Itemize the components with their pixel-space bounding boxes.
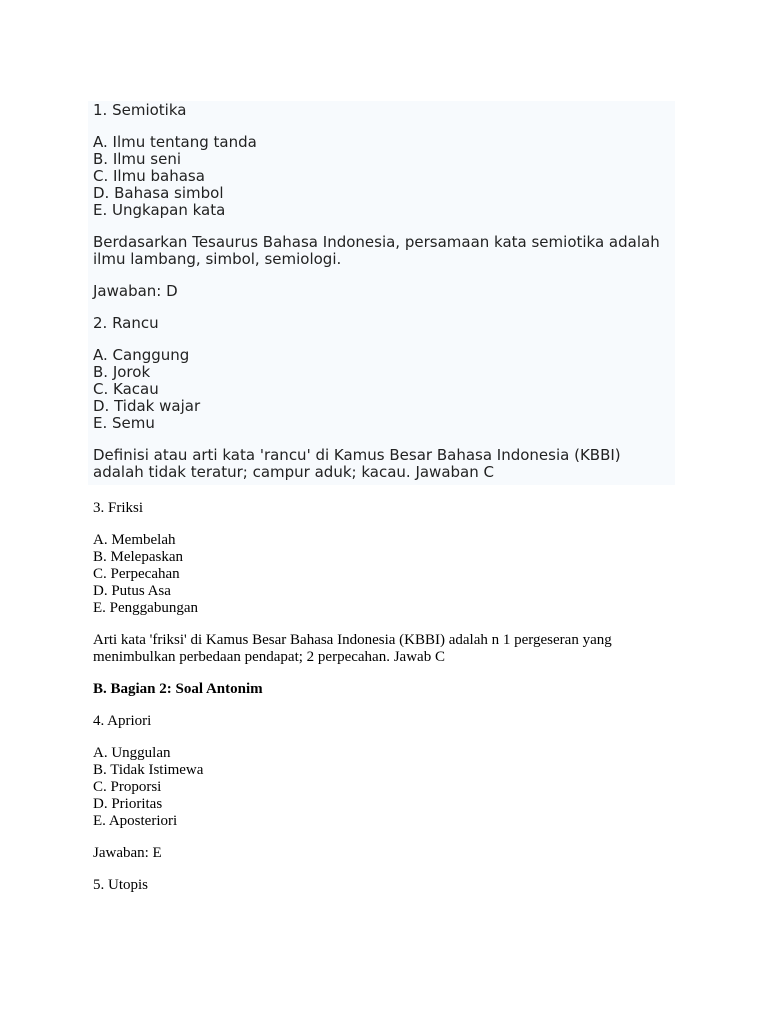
question-1-option-b: B. Ilmu seni [93, 150, 182, 168]
question-2-title: 2. Rancu [93, 314, 159, 332]
question-3-option-d: D. Putus Asa [93, 583, 171, 599]
question-3-option-b: B. Melepaskan [93, 549, 183, 565]
question-1-title: 1. Semiotika [93, 101, 187, 119]
section-heading: B. Bagian 2: Soal Antonim [93, 681, 263, 697]
question-5-title: 5. Utopis [93, 877, 149, 893]
question-2-option-d: D. Tidak wajar [93, 397, 201, 415]
question-1-option-d: D. Bahasa simbol [93, 184, 224, 202]
question-1-option-e: E. Ungkapan kata [93, 201, 226, 219]
question-2-explanation: Definisi atau arti kata 'rancu' di Kamus Besar Bahasa Indonesia (KBBI) adalah tidak teratur; campur aduk; kacau. Jawaban C [93, 446, 621, 481]
question-1-answer: Jawaban: D [93, 282, 178, 300]
plain-block [93, 500, 713, 894]
question-4-option-d: D. Prioritas [93, 796, 163, 812]
question-4-answer: Jawaban: E [93, 845, 162, 861]
question-1-option-a: A. Ilmu tentang tanda [93, 133, 257, 151]
question-4-option-a: A. Unggulan [93, 745, 171, 761]
question-2-option-a: A. Canggung [93, 346, 190, 364]
question-1-option-c: C. Ilmu bahasa [93, 167, 205, 185]
question-2-option-e: E. Semu [93, 414, 155, 432]
question-2-option-b: B. Jorok [93, 363, 151, 381]
question-4-option-b: B. Tidak Istimewa [93, 762, 204, 778]
question-2-option-c: C. Kacau [93, 380, 159, 398]
question-1-explanation: Berdasarkan Tesaurus Bahasa Indonesia, persamaan kata semiotika adalah ilmu lambang, simbol, semiologi. [93, 233, 660, 268]
highlighted-block [88, 101, 675, 485]
question-3-explanation: Arti kata 'friksi' di Kamus Besar Bahasa Indonesia (KBBI) adalah n 1 pergeseran yang menimbulkan perbedaan pendapat; 2 perpecahan. Jawab C [93, 632, 612, 665]
question-4-option-c: C. Proporsi [93, 779, 162, 795]
question-4-title: 4. Apriori [93, 713, 152, 729]
question-3-option-c: C. Perpecahan [93, 566, 180, 582]
question-3-option-e: E. Penggabungan [93, 600, 198, 616]
question-3-title: 3. Friksi [93, 500, 144, 516]
question-3-option-a: A. Membelah [93, 532, 176, 548]
question-4-option-e: E. Aposteriori [93, 813, 178, 829]
